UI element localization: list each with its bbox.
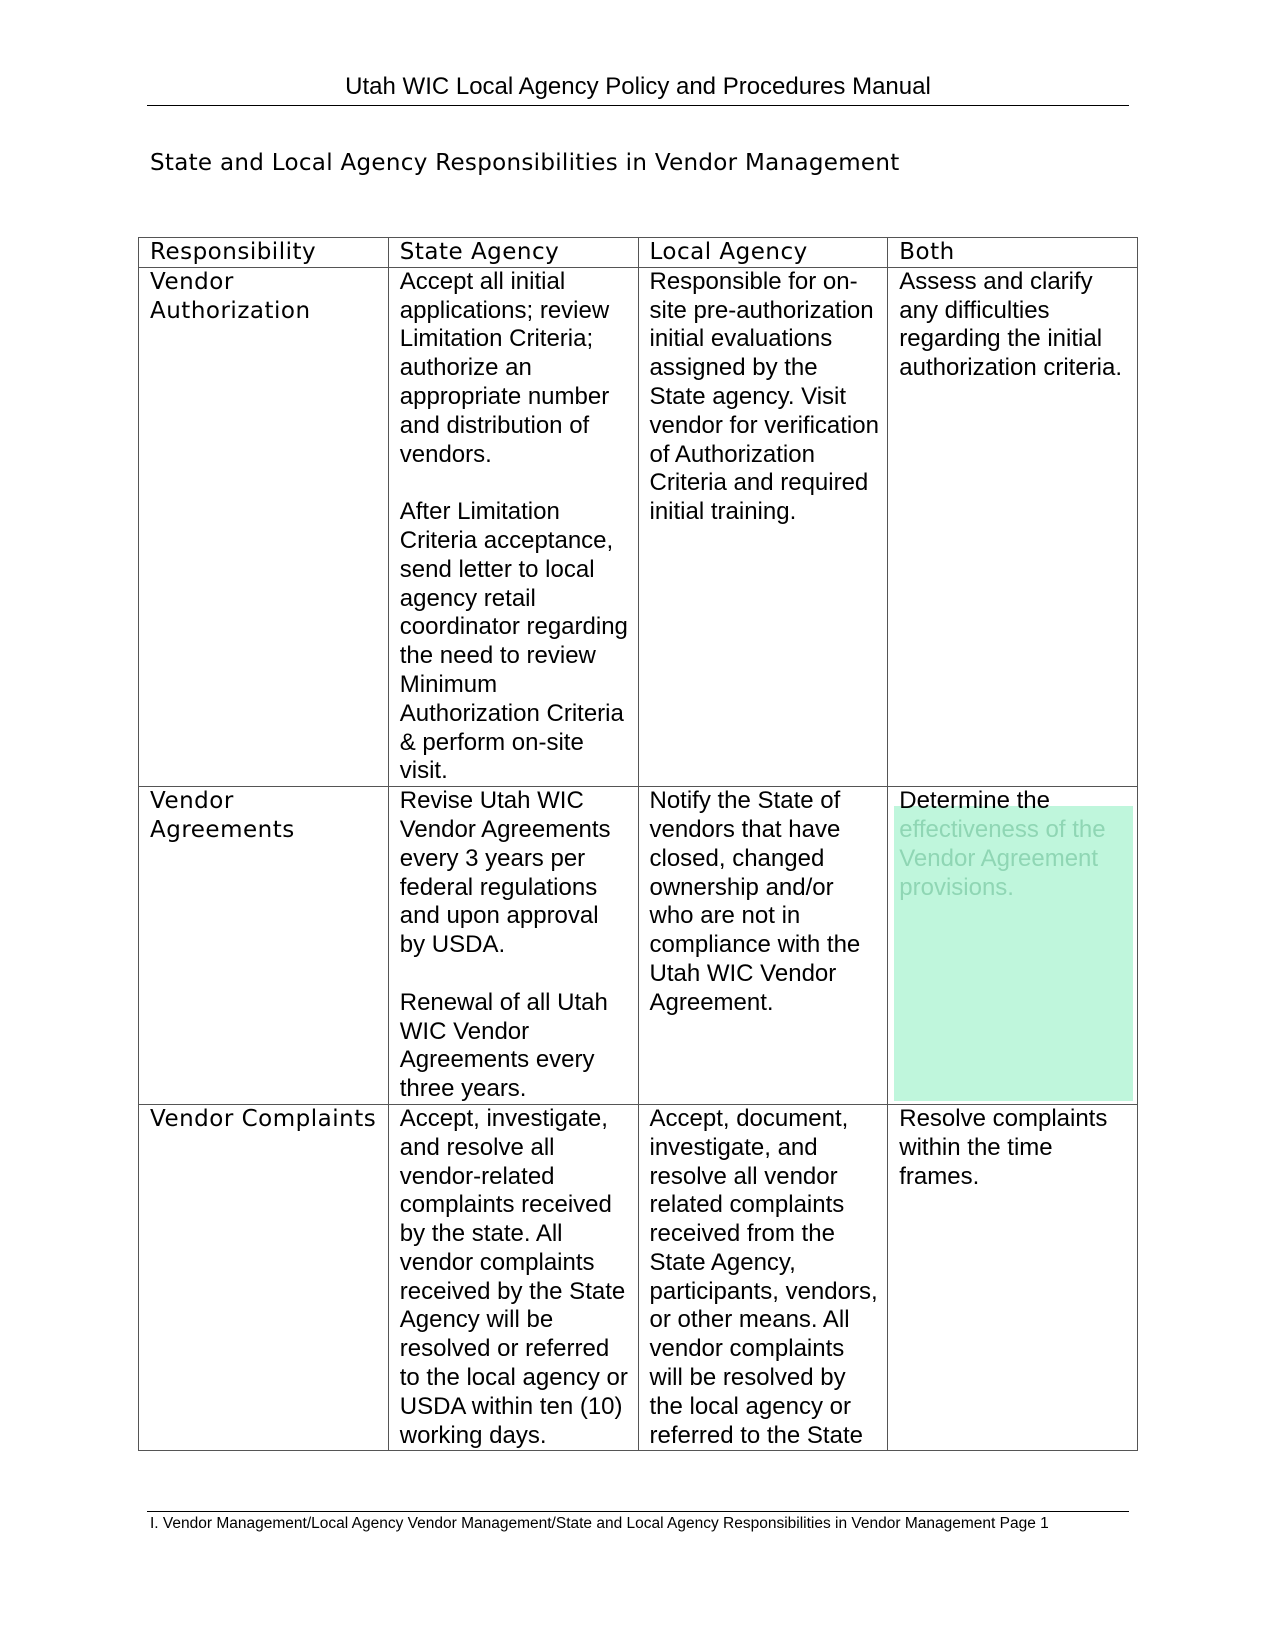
cell-state-agency [388, 267, 638, 786]
cell-paragraph-highlighted: effectiveness of the Vendor Agreement provisions. [899, 815, 1106, 901]
column-header-local-agency: Local Agency [638, 238, 888, 268]
cell-paragraph: Accept, document, investigate, and resolve all vendor related complaints received from the State Agency, participants, vendors, or other means. All vendor complaints will be resolved by the local agency or referred to the State [649, 1104, 878, 1449]
cell-paragraph: Revise Utah WIC Vendor Agreements every 3 years per federal regulations and upon approval by USDA. [399, 787, 611, 959]
cell-both-highlighted [888, 787, 1138, 1105]
cell-paragraph: After Limitation Criteria acceptance, send letter to local agency retail coordinator regarding the need to review Minimum Authorization Criteria & perform on-site visit. [399, 498, 628, 785]
cell-local-agency [638, 787, 888, 1105]
table-row [139, 267, 1138, 786]
table-row [139, 1104, 1138, 1451]
page-header: Utah WIC Local Agency Policy and Procedures Manual [345, 73, 931, 100]
cell-paragraph: Notify the State of vendors that have closed, changed ownership and/or who are not in compliance with the Utah WIC Vendor Agreement. [649, 787, 861, 1016]
column-header-state-agency: State Agency [388, 238, 638, 268]
cell-both [888, 267, 1138, 786]
document-title: State and Local Agency Responsibilities in Vendor Management [150, 150, 900, 176]
cell-paragraph: Assess and clarify any difficulties regarding the initial authorization criteria. [899, 267, 1123, 382]
responsibilities-table [138, 237, 1138, 1451]
cell-state-agency [388, 787, 638, 1105]
table-header-row [139, 238, 1138, 268]
cell-state-agency [388, 1104, 638, 1451]
cell-paragraph: Resolve complaints within the time frames. [899, 1104, 1108, 1190]
cell-local-agency [638, 1104, 888, 1451]
cell-paragraph: Renewal of all Utah WIC Vendor Agreements every three years. [399, 988, 608, 1103]
page-footer: I. Vendor Management/Local Agency Vendor Management/State and Local Agency Responsibilities in Vendor Management Page 1 [150, 1515, 1049, 1532]
row-label-vendor-authorization: Vendor Authorization [139, 267, 389, 786]
cell-paragraph: Accept, investigate, and resolve all vendor-related complaints received by the state. All vendor complaints received by the State Agency will be resolved or referred to the local agency or USDA within ten (10) working days. [399, 1104, 628, 1449]
cell-paragraph-first-line: Determine the [899, 787, 1050, 815]
column-header-responsibility: Responsibility [139, 238, 389, 268]
table-row [139, 787, 1138, 1105]
column-header-both: Both [888, 238, 1138, 268]
cell-local-agency [638, 267, 888, 786]
row-label-vendor-agreements: Vendor Agreements [139, 787, 389, 1105]
header-divider [147, 105, 1129, 106]
cell-paragraph: Accept all initial applications; review Limitation Criteria; authorize an appropriate number and distribution of vendors. [399, 267, 610, 468]
footer-divider [147, 1511, 1129, 1512]
cell-both [888, 1104, 1138, 1451]
cell-paragraph: Responsible for on-site pre-authorization initial evaluations assigned by the State agency. Visit vendor for verification of Authorization Criteria and required initial training. [649, 267, 879, 526]
row-label-vendor-complaints: Vendor Complaints [139, 1104, 389, 1451]
